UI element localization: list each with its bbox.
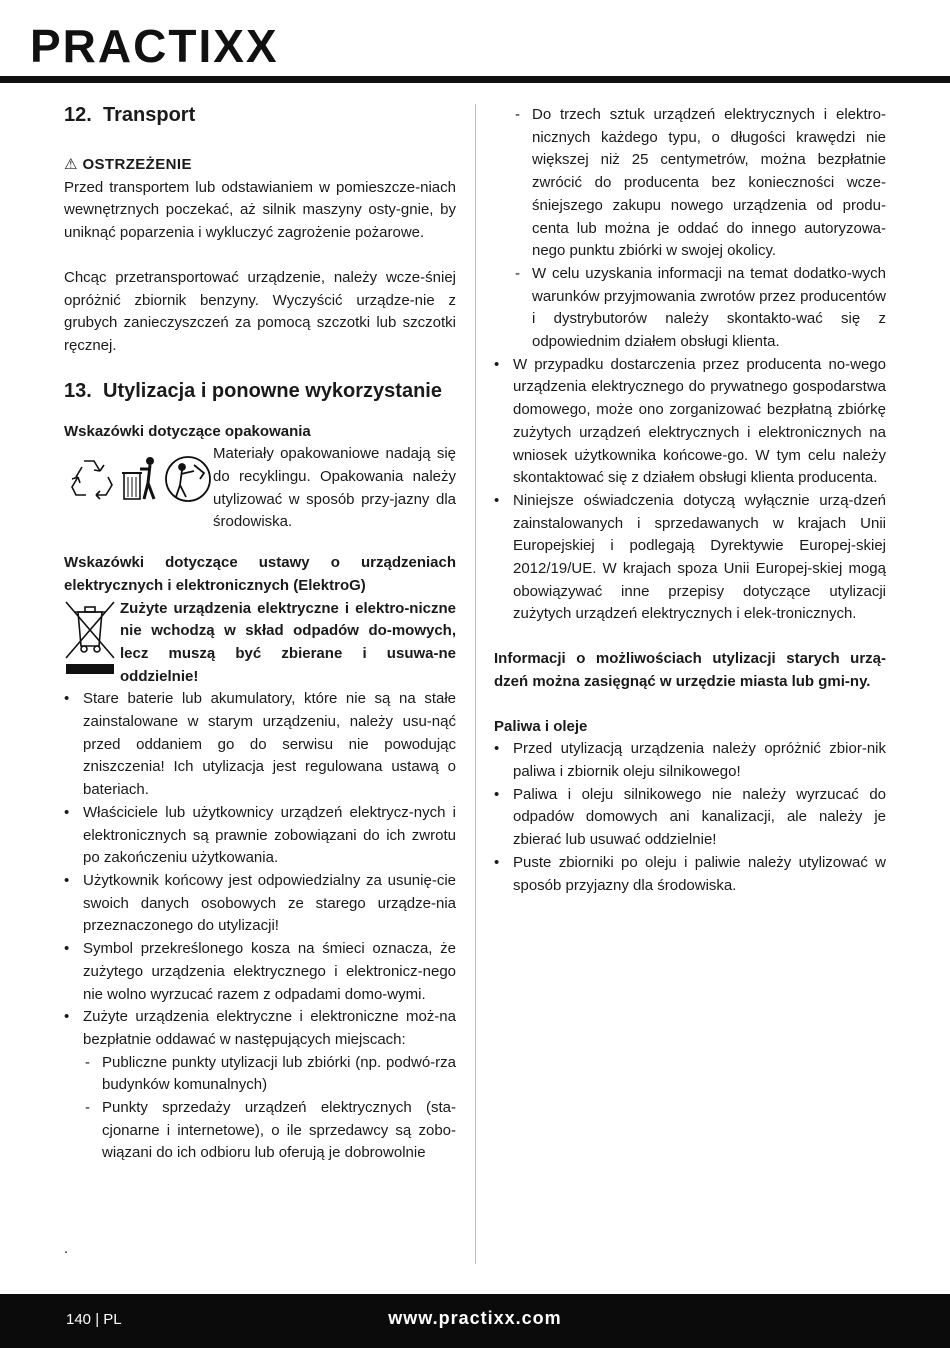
list-item: • Paliwa i oleju silnikowego nie należy wyrzucać do odpadów domowych ani kanalizacji, ale należy je zbierać lub usuwać oddzielnie! — [494, 784, 886, 852]
list-item: • Niniejsze oświadczenia dotyczą wyłącznie urzą-dzeń zainstalowanych i sprzedawanych w krajach Unii Europejskiej i podlegają Dyrektywie Europej-skiej 2012/19/UE. W krajach spoza Unii Europej-skiej mogą obowiązywać inne przepisy dotyczące utylizacji zużytych urządzeń elektrycznych i elek-tronicznych. — [494, 490, 886, 626]
warning-text: Przed transportem lub odstawianiem w pomieszcze-niach wewnętrznych poczekać, aż silnik maszyny osty-gnie, by uniknąć poparzenia i wykluczyć zagrożenie pożarowe. — [64, 178, 456, 242]
practixx-logo — [30, 14, 330, 76]
packaging-icons — [66, 453, 212, 505]
weee-text: Zużyte urządzenia elektryczne i elektro-niczne nie wchodzą w skład odpadów do-mowych, lecz muszą być zbierane i usuwa-ne oddzielnie! — [120, 599, 456, 685]
section-12-title: Transport — [103, 104, 196, 126]
list-item: - Publiczne punkty utylizacji lub zbiórki (np. podwó-rza budynków komunalnych) — [83, 1052, 456, 1097]
weee-block — [64, 598, 456, 689]
fuels-heading: Paliwa i oleje — [494, 717, 588, 735]
disposal-info-text: Informacji o możliwościach utylizacji starych urzą-dzeń można zasięgnąć w urzędzie miasta lub gmi-ny. — [494, 650, 886, 690]
section-13-heading — [64, 380, 456, 403]
transport-text: Chcąc przetransportować urządzenie, należy wcze-śniej opróżnić zbiornik benzyny. Wyczyścić urządze-nie z grubych zanieczyszczeń za pomocą szczotki lub szczotki ręcznej. — [64, 268, 456, 354]
section-12-number: 12. — [64, 104, 92, 126]
return-points-list-continued — [494, 104, 886, 354]
environment-recycle-icon — [166, 457, 210, 501]
list-item: • W przypadku dostarczenia przez producenta no-wego urządzenia elektrycznego do prywatnego gospodarstwa domowego, może ono zorganizować bezpłatną zbiórkę zużytych urządzeń elektrycznych i elektronicznych na wniosek użytkownika końcowe-go. W tym celu należy skontaktować się z działem obsługi klienta producenta. — [494, 354, 886, 490]
trash-bin-icon — [122, 457, 154, 499]
list-item: • Stare baterie lub akumulatory, które nie są na stałe zainstalowane w starym urządzeniu, należy usu-nąć przed oddaniem go do serwisu nie powodując zniszczenia! Ich utylizacja jest regulowana ustawą o bateriach. — [64, 688, 456, 802]
list-item: - Punkty sprzedaży urządzeń elektrycznych (sta-cjonarne i internetowe), o ile sprzedawcy są zobo-wiązani do ich odbioru lub oferują je dobrowolnie — [83, 1097, 456, 1165]
section-13-number: 13. — [64, 379, 92, 402]
warning-triangle-icon: ⚠ — [64, 156, 78, 173]
website-link[interactable]: www.practixx.com — [388, 1308, 562, 1328]
fuels-bullet-list — [494, 738, 886, 897]
crossed-out-bin-icon — [64, 600, 116, 678]
list-item: - Do trzech sztuk urządzeń elektrycznych i elektro-nicznych każdego typu, o długości krawędzi nie większej niż 25 centymetrów, można bezpłatnie zwrócić do producenta bez konieczności wcze-śniejszego zakupu nowego urządzenia od produ-centa lub można je oddać do innego autoryzowa-nego punktu zbiórki w swojej okolicy. — [513, 104, 886, 263]
page-footer — [0, 1294, 950, 1348]
page-number: 140 | PL — [66, 1311, 122, 1328]
list-item — [64, 1006, 456, 1165]
logo-wordmark: PRACTIXX — [30, 20, 279, 72]
warning-heading — [64, 154, 456, 177]
packaging-text: Materiały opakowaniowe nadają się do recyklingu. Opakowania należy utylizować w sposób przy-jazny dla środowiska. — [213, 445, 456, 531]
weee-bullet-list-continued — [494, 354, 886, 626]
right-column — [494, 104, 886, 897]
list-item: • Użytkownik końcowy jest odpowiedzialny za usunię-cie swoich danych osobowych ze starego urządze-nia przeznaczonego do utylizacji! — [64, 870, 456, 938]
packaging-heading: Wskazówki dotyczące opakowania — [64, 422, 311, 440]
packaging-block — [64, 443, 456, 534]
list-item: • Puste zbiorniki po oleju i paliwie należy utylizować w sposób przyjazny dla środowiska. — [494, 852, 886, 897]
left-column — [64, 104, 456, 1165]
header-rule — [0, 76, 950, 83]
section-12-heading — [64, 104, 456, 127]
column-divider — [475, 104, 476, 1264]
practixx-logo-graphic — [30, 14, 330, 76]
list-item: • Symbol przekreślonego kosza na śmieci oznacza, że zużytego urządzenia elektrycznego i elektronicz-nego nie wolno wyrzucać razem z odpadami domo-wymi. — [64, 938, 456, 1006]
section-13-title: Utylizacja i ponowne wykorzystanie — [103, 379, 442, 402]
list-item: - W celu uzyskania informacji na temat dodatko-wych warunków przyjmowania zwrotów przez producentów i dystrybutorów należy skontakto-wać się z odpowiednim działem obsługi klienta. — [513, 263, 886, 354]
stray-mark: . — [64, 1240, 69, 1257]
warning-label: OSTRZEŻENIE — [82, 156, 192, 173]
weee-bullet-list — [64, 688, 456, 1165]
list-item: • Przed utylizacją urządzenia należy opróżnić zbior-nik paliwa i zbiornik oleju silnikowego! — [494, 738, 886, 783]
list-item-text: Zużyte urządzenia elektryczne i elektroniczne moż-na bezpłatnie oddawać w następujących miejscach: — [83, 1008, 456, 1048]
list-item: • Właściciele lub użytkownicy urządzeń elektrycz-nych i elektronicznych są prawnie zobowiązani do ich zwrotu po zakończeniu użytkowania. — [64, 802, 456, 870]
return-points-list — [83, 1052, 456, 1166]
weee-heading: Wskazówki dotyczące ustawy o urządzeniach elektrycznych i elektronicznych (ElektroG) — [64, 554, 456, 594]
recycle-icon — [72, 461, 112, 499]
